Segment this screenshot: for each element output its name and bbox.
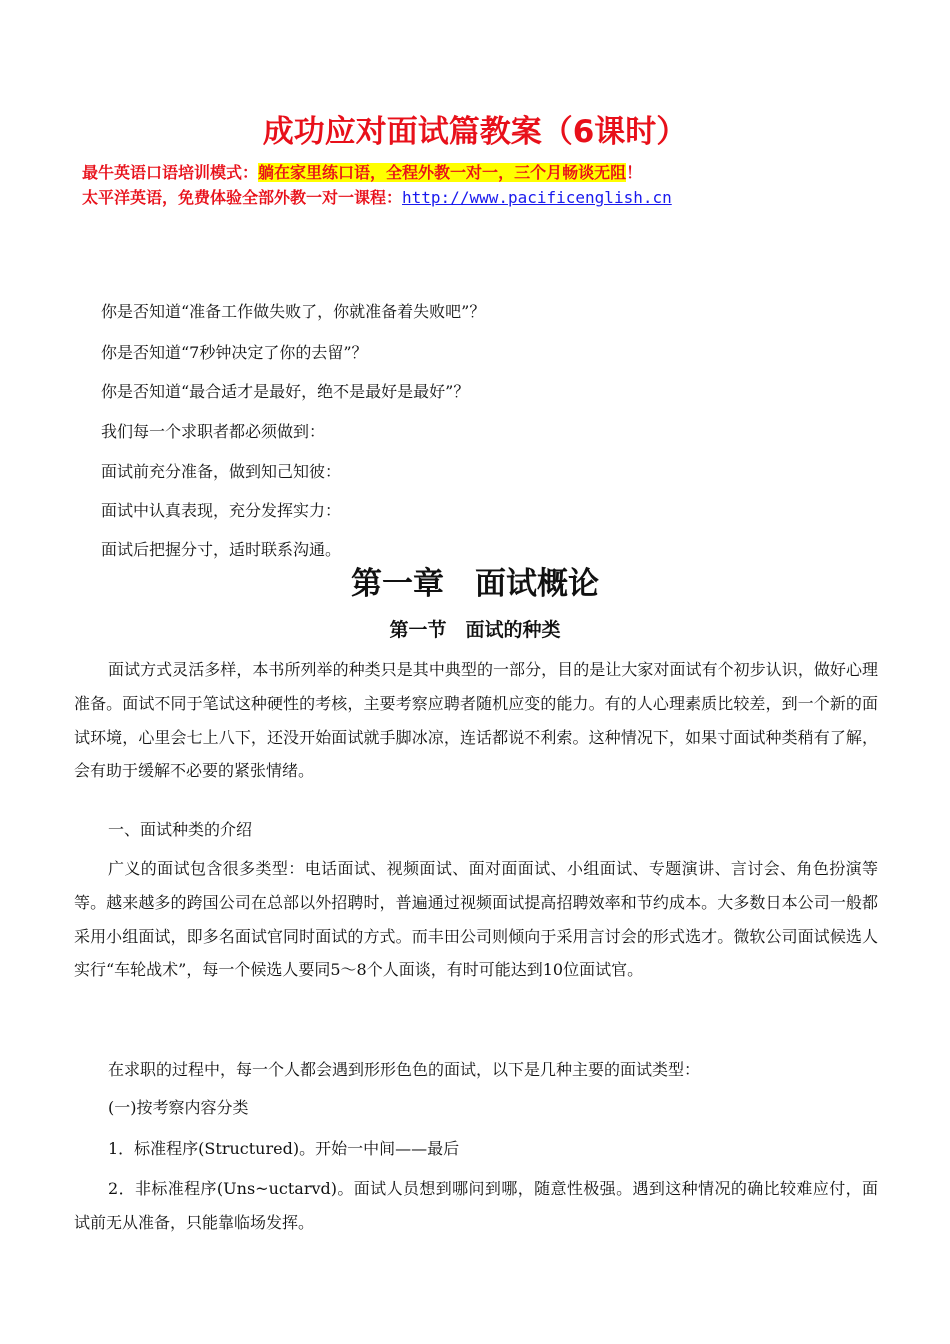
promo-separator-1: ， <box>370 163 387 182</box>
promo-highlight-1: 躺在家里练口语 <box>258 163 371 182</box>
promo-prefix: 最牛英语口语培训模式： <box>82 163 259 182</box>
intro-line-2: 你是否知道“7秒钟决定了你的去留”？ <box>101 343 368 362</box>
chapter-title: 第一章 面试概论 <box>351 566 599 602</box>
heading-1: 一、面试种类的介绍 <box>108 820 253 839</box>
intro-line-5: 面试前充分准备，做到知己知彼： <box>101 462 342 481</box>
paragraph-3: 在求职的过程中，每一个人都会遇到形形色色的面试，以下是几种主要的面试类型： <box>108 1060 701 1079</box>
promo-line-2 <box>82 187 672 209</box>
document-title: 成功应对面试篇教案（6课时） <box>262 114 688 150</box>
promo-line-1 <box>82 162 642 184</box>
paragraph-2: 广义的面试包含很多类型：电话面试、视频面试、面对面面试、小组面试、专题演讲、言讨会、角色扮演等等。越来越多的跨国公司在总部以外招聘时，普遍通过视频面试提高招聘效率和节约成本。大多数日本公司一般都采用小组面试，即多名面试官同时面试的方式。而丰田公司则倾向于采用言讨会的形式选才。微软公司面试候选人实行“车轮战术”，每一个候选人要同5～8个人面谈，有时可能达到10位面试官。 <box>74 859 878 980</box>
intro-line-1: 你是否知道“准备工作做失败了，你就准备着失败吧”？ <box>101 302 486 321</box>
promo-highlight-2: 全程外教一对一 <box>386 163 499 182</box>
intro-line-7: 面试后把握分寸，适时联系沟通。 <box>101 540 342 559</box>
promo-separator-2: ， <box>498 163 515 182</box>
section-title: 第一节 面试的种类 <box>389 619 561 641</box>
heading-2: (一)按考察内容分类 <box>108 1098 249 1117</box>
intro-line-3: 你是否知道“最合适才是最好，绝不是最好是最好”？ <box>101 382 470 401</box>
paragraph-1: 面试方式灵活多样，本书所列举的种类只是其中典型的一部分，目的是让大家对面试有个初步认识，做好心理准备。面试不同于笔试这种硬性的考核，主要考察应聘者随机应变的能力。有的人心理素质比较差，到一个新的面试环境，心里会七上八下，还没开始面试就手脚冰凉，连话都说不利索。这种情况下，如果寸面试种类稍有了解，会有助于缓解不必要的紧张情绪。 <box>74 660 878 781</box>
promo-highlight-3: 三个月畅谈无阻 <box>514 163 627 182</box>
list-item-1: 1．标准程序(Structured)。开始一中间——最后 <box>108 1139 460 1158</box>
promo-link[interactable]: http://www.pacificenglish.cn <box>402 188 672 207</box>
promo-text: 太平洋英语，免费体验全部外教一对一课程： <box>82 188 403 207</box>
promo-end: ！ <box>626 163 643 182</box>
intro-line-4: 我们每一个求职者都必须做到： <box>101 422 326 441</box>
intro-line-6: 面试中认真表现，充分发挥实力： <box>101 501 342 520</box>
list-item-2: 2．非标准程序(Uns~uctarvd)。面试人员想到哪问到哪，随意性极强。遇到这种情况的确比较难应付，面试前无从准备，只能靠临场发挥。 <box>74 1179 878 1232</box>
